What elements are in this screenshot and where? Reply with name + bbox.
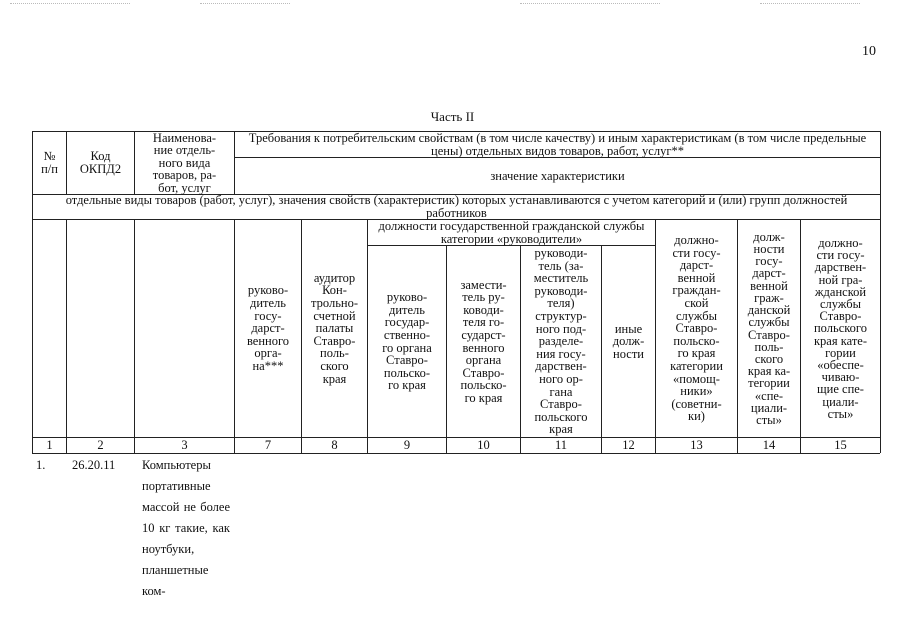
col-num-3: 3 [181, 438, 188, 453]
page-number: 10 [862, 44, 876, 59]
header-num: № п/п [41, 149, 58, 176]
col-label-11: руководи- тель (за- меститель руководи- теля) структур- ного под- разделе- ния госу- дарствен- ного ор- гана Ставро- польского края [533, 246, 589, 437]
part-title: Часть II [430, 109, 475, 124]
col-num-14: 14 [762, 438, 776, 453]
row-1-num: 1. [36, 458, 46, 472]
col-num-15: 15 [834, 438, 847, 453]
row-1-code: 26.20.11 [72, 458, 116, 472]
col-num-12: 12 [622, 438, 635, 453]
col-num-9: 9 [403, 438, 411, 453]
col-label-7: руково- дитель госу- дарст- венного орга- на*** [246, 283, 290, 373]
col-label-15: должно- сти госу- дарствен- ной гра- жданской службы Ставро- польского края кате- гории «обеспе- чиваю- щие спе- циали- сты» [813, 235, 868, 421]
row-1-name: Компьютеры портативные массой не более 10 кг такие, как ноутбуки, планшетные ком- [142, 458, 230, 598]
col-label-8: аудитор Кон- трольно- счетной палаты Ставро- поль- ского края [311, 270, 358, 386]
col-label-9: руково- дитель государ- ственно- го органа Ставро- польско- го края [382, 290, 432, 393]
col-num-11: 11 [554, 438, 568, 453]
header-code: Код ОКПД2 [79, 149, 122, 176]
header-name: Наименова- ние отдель- ного вида товаров, ра- бот, услуг [152, 130, 217, 195]
header-group-leaders: должности государственной гражданской службы категории «руководители» [378, 218, 645, 246]
col-num-10: 10 [477, 438, 490, 453]
col-label-14: долж- ности госу- дарст- венной граж- данской службы Ставро- поль- ского края ка- тегории «спе- циали- сты» [747, 229, 791, 427]
col-num-2: 2 [97, 438, 104, 453]
header-requirements: Требования к потребительским свойствам (в том числе качеству) и иным характеристикам (в том числе предельные цены) отдельных видов товаров, работ, услуг** [248, 130, 867, 158]
col-num-7: 7 [264, 438, 272, 453]
col-num-1: 1 [46, 438, 53, 453]
col-num-13: 13 [690, 438, 703, 453]
header-value: значение характеристики [490, 168, 625, 183]
col-label-13: должно- сти госу- дарст- венной граждан- ской службы Ставро- польско- го края категории «помощ- ники» (советни- ки) [670, 233, 723, 424]
col-num-8: 8 [331, 438, 338, 453]
col-label-10: замести- тель ру- ководи- теля го- сударст- венного органа Ставро- польско- го края [460, 277, 507, 405]
header-span-row: отдельные виды товаров (работ, услуг), значения свойств (характеристик) которых устанавливаются с учетом категорий и (или) групп должностей работников [65, 193, 848, 220]
col-label-12: иные долж- ности [612, 321, 645, 361]
